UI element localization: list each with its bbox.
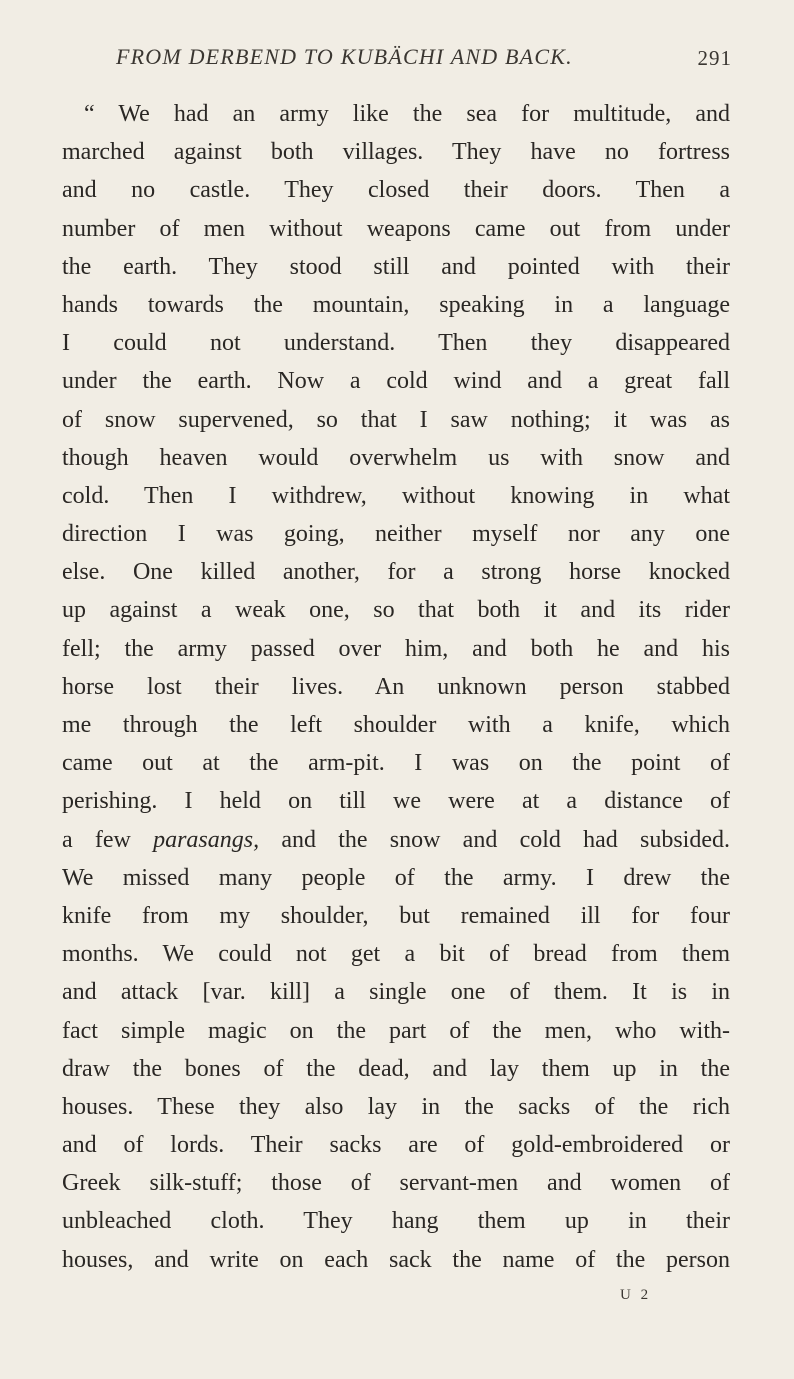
text-line: though heaven would overwhelm us with snow and (62, 444, 730, 471)
text-line-with-italic (62, 821, 730, 859)
text-line: under the earth. Now a cold wind and a great fall (62, 368, 730, 395)
text-line: perishing. I held on till we were at a distance of (62, 788, 730, 815)
text-line: came out at the arm-pit. I was on the point of (62, 750, 730, 777)
text-line: cold. Then I withdrew, without knowing in what (62, 482, 730, 509)
text-line: of snow supervened, so that I saw nothing; it was as (62, 406, 730, 433)
text-line: hands towards the mountain, speaking in a language (62, 291, 730, 318)
text-line: and of lords. Their sacks are of gold-embroidered or (62, 1132, 730, 1159)
signature-mark: U 2 (620, 1287, 652, 1303)
text-line: number of men without weapons came out from under (62, 215, 730, 242)
text-line: me through the left shoulder with a knife, which (62, 712, 730, 738)
text-line: unbleached cloth. They hang them up in their (62, 1208, 730, 1235)
text-line: and attack [var. kill] a single one of them. It is in (62, 979, 730, 1006)
text-line: houses, and write on each sack the name of the person (62, 1246, 730, 1273)
body-text (62, 95, 730, 1279)
text-line: draw the bones of the dead, and lay them up in the (62, 1055, 730, 1082)
running-head (116, 44, 732, 78)
running-title: FROM DERBEND TO KUBÄCHI AND BACK. (116, 44, 573, 69)
text-line: and no castle. They closed their doors. Then a (62, 177, 730, 204)
text-line: months. We could not get a bit of bread from them (62, 941, 730, 968)
text-line: else. One killed another, for a strong horse knocked (62, 559, 730, 586)
text-line: fell; the army passed over him, and both he and his (62, 635, 730, 662)
text-line: direction I was going, neither myself nor any one (62, 521, 730, 548)
text-line: I could not understand. Then they disappeared (62, 330, 730, 357)
text-segment: and the snow and cold had subsided. (281, 826, 730, 853)
text-line: fact simple magic on the part of the men, who with- (62, 1017, 730, 1044)
text-line: houses. These they also lay in the sacks of the rich (62, 1093, 730, 1120)
text-line: horse lost their lives. An unknown person stabbed (62, 673, 730, 700)
text-line: “ We had an army like the sea for multitude, and (84, 101, 730, 127)
text-line: marched against both villages. They have no fortress (62, 139, 730, 166)
page-number: 291 (697, 46, 732, 70)
italic-term: parasangs, (153, 826, 260, 853)
text-line: the earth. They stood still and pointed with their (62, 253, 730, 280)
text-line: Greek silk-stuff; those of servant-men and women of (62, 1170, 730, 1197)
text-line: knife from my shoulder, but remained ill for four (62, 902, 730, 929)
text-line: We missed many people of the army. I drew the (62, 864, 730, 891)
text-line: up against a weak one, so that both it and its rider (62, 597, 730, 624)
text-segment: a few (62, 826, 131, 853)
